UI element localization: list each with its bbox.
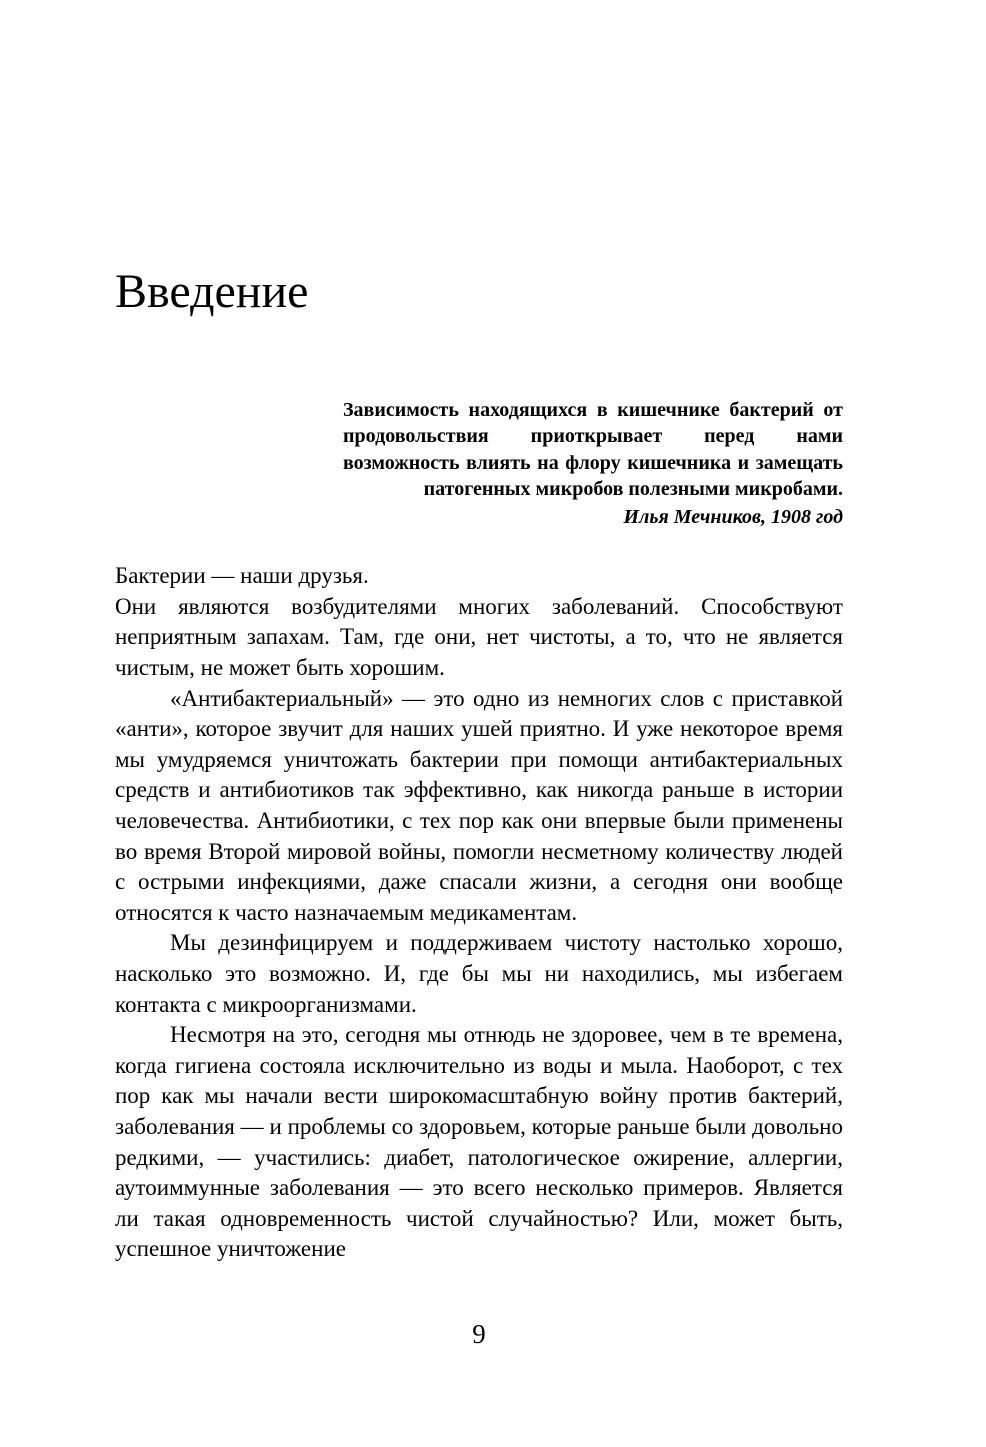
page-content (115, 0, 843, 1265)
epigraph-text: Зависимость находящихся в кишечнике бактерий от продовольствия приоткрывает перед нами возможность влиять на флору кишечника и замещать патогенных микробов полезными микробами. (343, 398, 843, 501)
paragraph: Бактерии — наши друзья. (115, 563, 369, 589)
epigraph-attribution: Илья Мечников, 1908 год (623, 505, 843, 528)
paragraph: Мы дезинфицируем и поддерживаем чистоту настолько хорошо, насколько это возможно. И, где бы мы ни находились, мы избегаем контакта с микроорганизмами. (115, 930, 843, 1017)
page-number: 9 (472, 1319, 486, 1349)
paragraph: Несмотря на это, сегодня мы отнюдь не здоровее, чем в те времена, когда гигиена состояла исключительно из воды и мыла. Наоборот, с тех пор как мы начали вести широкомасштабную войну против бактерий, заболевания — и проблемы со здоровьем, которые раньше были довольно редкими, — участились: диабет, патологическое ожирение, аллергии, аутоиммунные заболевания — это всего несколько примеров. Является ли такая одновременность чистой случайностью? Или, может быть, успешное уничтожение (115, 1022, 843, 1262)
paragraph: «Антибактериальный» — это одно из немногих слов с приставкой «анти», которое звучит для наших ушей приятно. И уже некоторое время мы умудряемся уничтожать бактерии при помощи антибактериальных средств и антибиотиков так эффективно, как никогда раньше в истории человечества. Антибиотики, с тех пор как они впервые были применены во время Второй мировой войны, помогли несметному количеству людей с острыми инфекциями, даже спасали жизни, а сегодня они вообще относятся к часто назначаемым медикаментам. (115, 685, 843, 925)
epigraph (343, 397, 843, 531)
paragraph: Они являются возбудителями многих заболеваний. Способствуют неприятным запахам. Там, где они, нет чистоты, а то, что не является чистым, не может быть хорошим. (115, 593, 843, 681)
chapter-title: Введение (115, 265, 309, 318)
body-text (115, 561, 843, 1265)
